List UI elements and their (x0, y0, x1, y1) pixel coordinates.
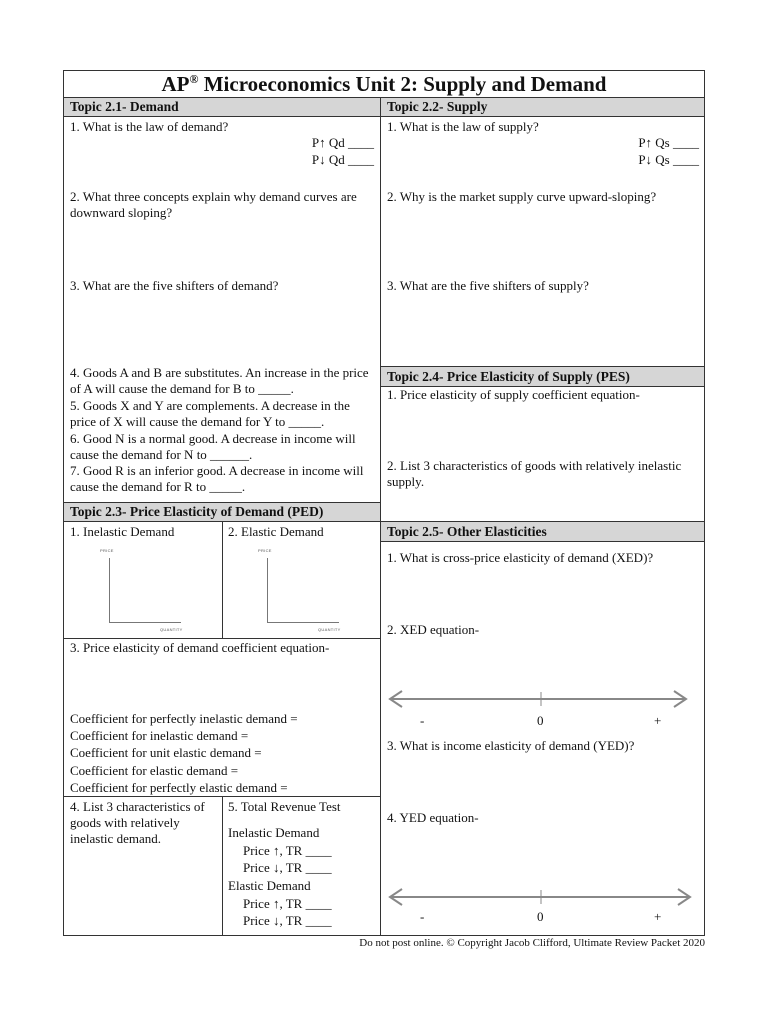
ped-q3: 3. Price elasticity of demand coefficient equation- (70, 640, 330, 655)
supply-q3: 3. What are the five shifters of supply? (387, 278, 589, 293)
graph-x-axis (267, 622, 339, 623)
divider (63, 638, 380, 639)
trt-inelastic-price-up: Price ↑, TR ____ (243, 843, 332, 858)
inelastic-demand-label: 1. Inelastic Demand (70, 524, 175, 539)
topic-2-1-header: Topic 2.1- Demand (70, 99, 179, 114)
divider (63, 502, 380, 503)
coef-unit-elastic: Coefficient for unit elastic demand = (70, 745, 262, 760)
demand-q6: 6. Good N is a normal good. A decrease in income will cause the demand for N to ______. (70, 431, 356, 462)
topic-2-4-header: Topic 2.4- Price Elasticity of Supply (PES) (387, 369, 630, 384)
demand-q3: 3. What are the five shifters of demand? (70, 278, 279, 293)
coef-perfectly-elastic: Coefficient for perfectly elastic demand = (70, 780, 288, 795)
other-q2: 2. XED equation- (387, 622, 480, 637)
demand-q2: 2. What three concepts explain why demand curves are downward sloping? (70, 189, 357, 220)
elastic-demand-label: 2. Elastic Demand (228, 524, 324, 539)
demand-q1-price-down: P↓ Qd ____ (311, 152, 374, 167)
xed-minus-label: - (420, 713, 425, 728)
trt-elastic-price-up: Price ↑, TR ____ (243, 896, 332, 911)
demand-q1-price-up: P↑ Qd ____ (311, 135, 374, 150)
xed-number-line (386, 688, 692, 710)
xed-zero-label: 0 (537, 713, 544, 728)
supply-q1: 1. What is the law of supply? (387, 119, 539, 134)
pes-q2: 2. List 3 characteristics of goods with relatively inelastic supply. (387, 458, 682, 489)
copyright-footer: Do not post online. © Copyright Jacob Clifford, Ultimate Review Packet 2020 (359, 937, 705, 949)
other-q1: 1. What is cross-price elasticity of demand (XED)? (387, 550, 654, 565)
graph-quantity-axis-label: QUANTITY (160, 627, 183, 632)
divider (380, 541, 705, 542)
divider (63, 97, 705, 98)
coef-inelastic: Coefficient for inelastic demand = (70, 728, 249, 743)
divider (63, 116, 705, 117)
topic-2-2-header: Topic 2.2- Supply (387, 99, 488, 114)
inelastic-demand-graph (100, 548, 200, 634)
demand-q5: 5. Goods X and Y are complements. A decrease in the price of X will cause the demand for Y to _____. (70, 398, 350, 429)
other-q4: 4. YED equation- (387, 810, 479, 825)
divider (380, 366, 705, 367)
graph-x-axis (109, 622, 181, 623)
trt-inelastic-label: Inelastic Demand (228, 825, 320, 840)
graph-y-axis (267, 558, 268, 622)
page-title: AP® Microeconomics Unit 2: Supply and Demand (161, 72, 607, 96)
pes-q1: 1. Price elasticity of supply coefficient equation- (387, 387, 640, 402)
supply-q1-price-down: P↓ Qs ____ (638, 152, 699, 167)
yed-minus-label: - (420, 909, 425, 924)
supply-q2: 2. Why is the market supply curve upward-sloping? (387, 189, 657, 204)
supply-q1-price-up: P↑ Qs ____ (638, 135, 699, 150)
yed-zero-label: 0 (537, 909, 544, 924)
coef-perfectly-inelastic: Coefficient for perfectly inelastic demand = (70, 711, 298, 726)
divider (222, 796, 223, 936)
divider (222, 521, 223, 638)
divider (380, 97, 381, 936)
total-revenue-test-title: 5. Total Revenue Test (228, 799, 341, 814)
other-q3: 3. What is income elasticity of demand (YED)? (387, 738, 635, 753)
graph-price-axis-label: PRICE (100, 548, 114, 553)
topic-2-3-header: Topic 2.3- Price Elasticity of Demand (PED) (70, 504, 324, 519)
demand-q4: 4. Goods A and B are substitutes. An increase in the price of A will cause the demand for B to _____. (70, 365, 369, 396)
coef-elastic: Coefficient for elastic demand = (70, 763, 239, 778)
divider (380, 521, 705, 522)
graph-quantity-axis-label: QUANTITY (318, 627, 341, 632)
ped-q4: 4. List 3 characteristics of goods with relatively inelastic demand. (70, 799, 205, 846)
graph-price-axis-label: PRICE (258, 548, 272, 553)
elastic-demand-graph (258, 548, 358, 634)
trt-elastic-label: Elastic Demand (228, 878, 311, 893)
xed-plus-label: + (654, 713, 662, 728)
demand-q7: 7. Good R is an inferior good. A decrease in income will cause the demand for R to _____. (70, 463, 364, 494)
demand-q1: 1. What is the law of demand? (70, 119, 229, 134)
yed-number-line (386, 886, 696, 908)
yed-plus-label: + (654, 909, 662, 924)
trt-elastic-price-down: Price ↓, TR ____ (243, 913, 332, 928)
topic-2-5-header: Topic 2.5- Other Elasticities (387, 524, 547, 539)
trt-inelastic-price-down: Price ↓, TR ____ (243, 860, 332, 875)
graph-y-axis (109, 558, 110, 622)
